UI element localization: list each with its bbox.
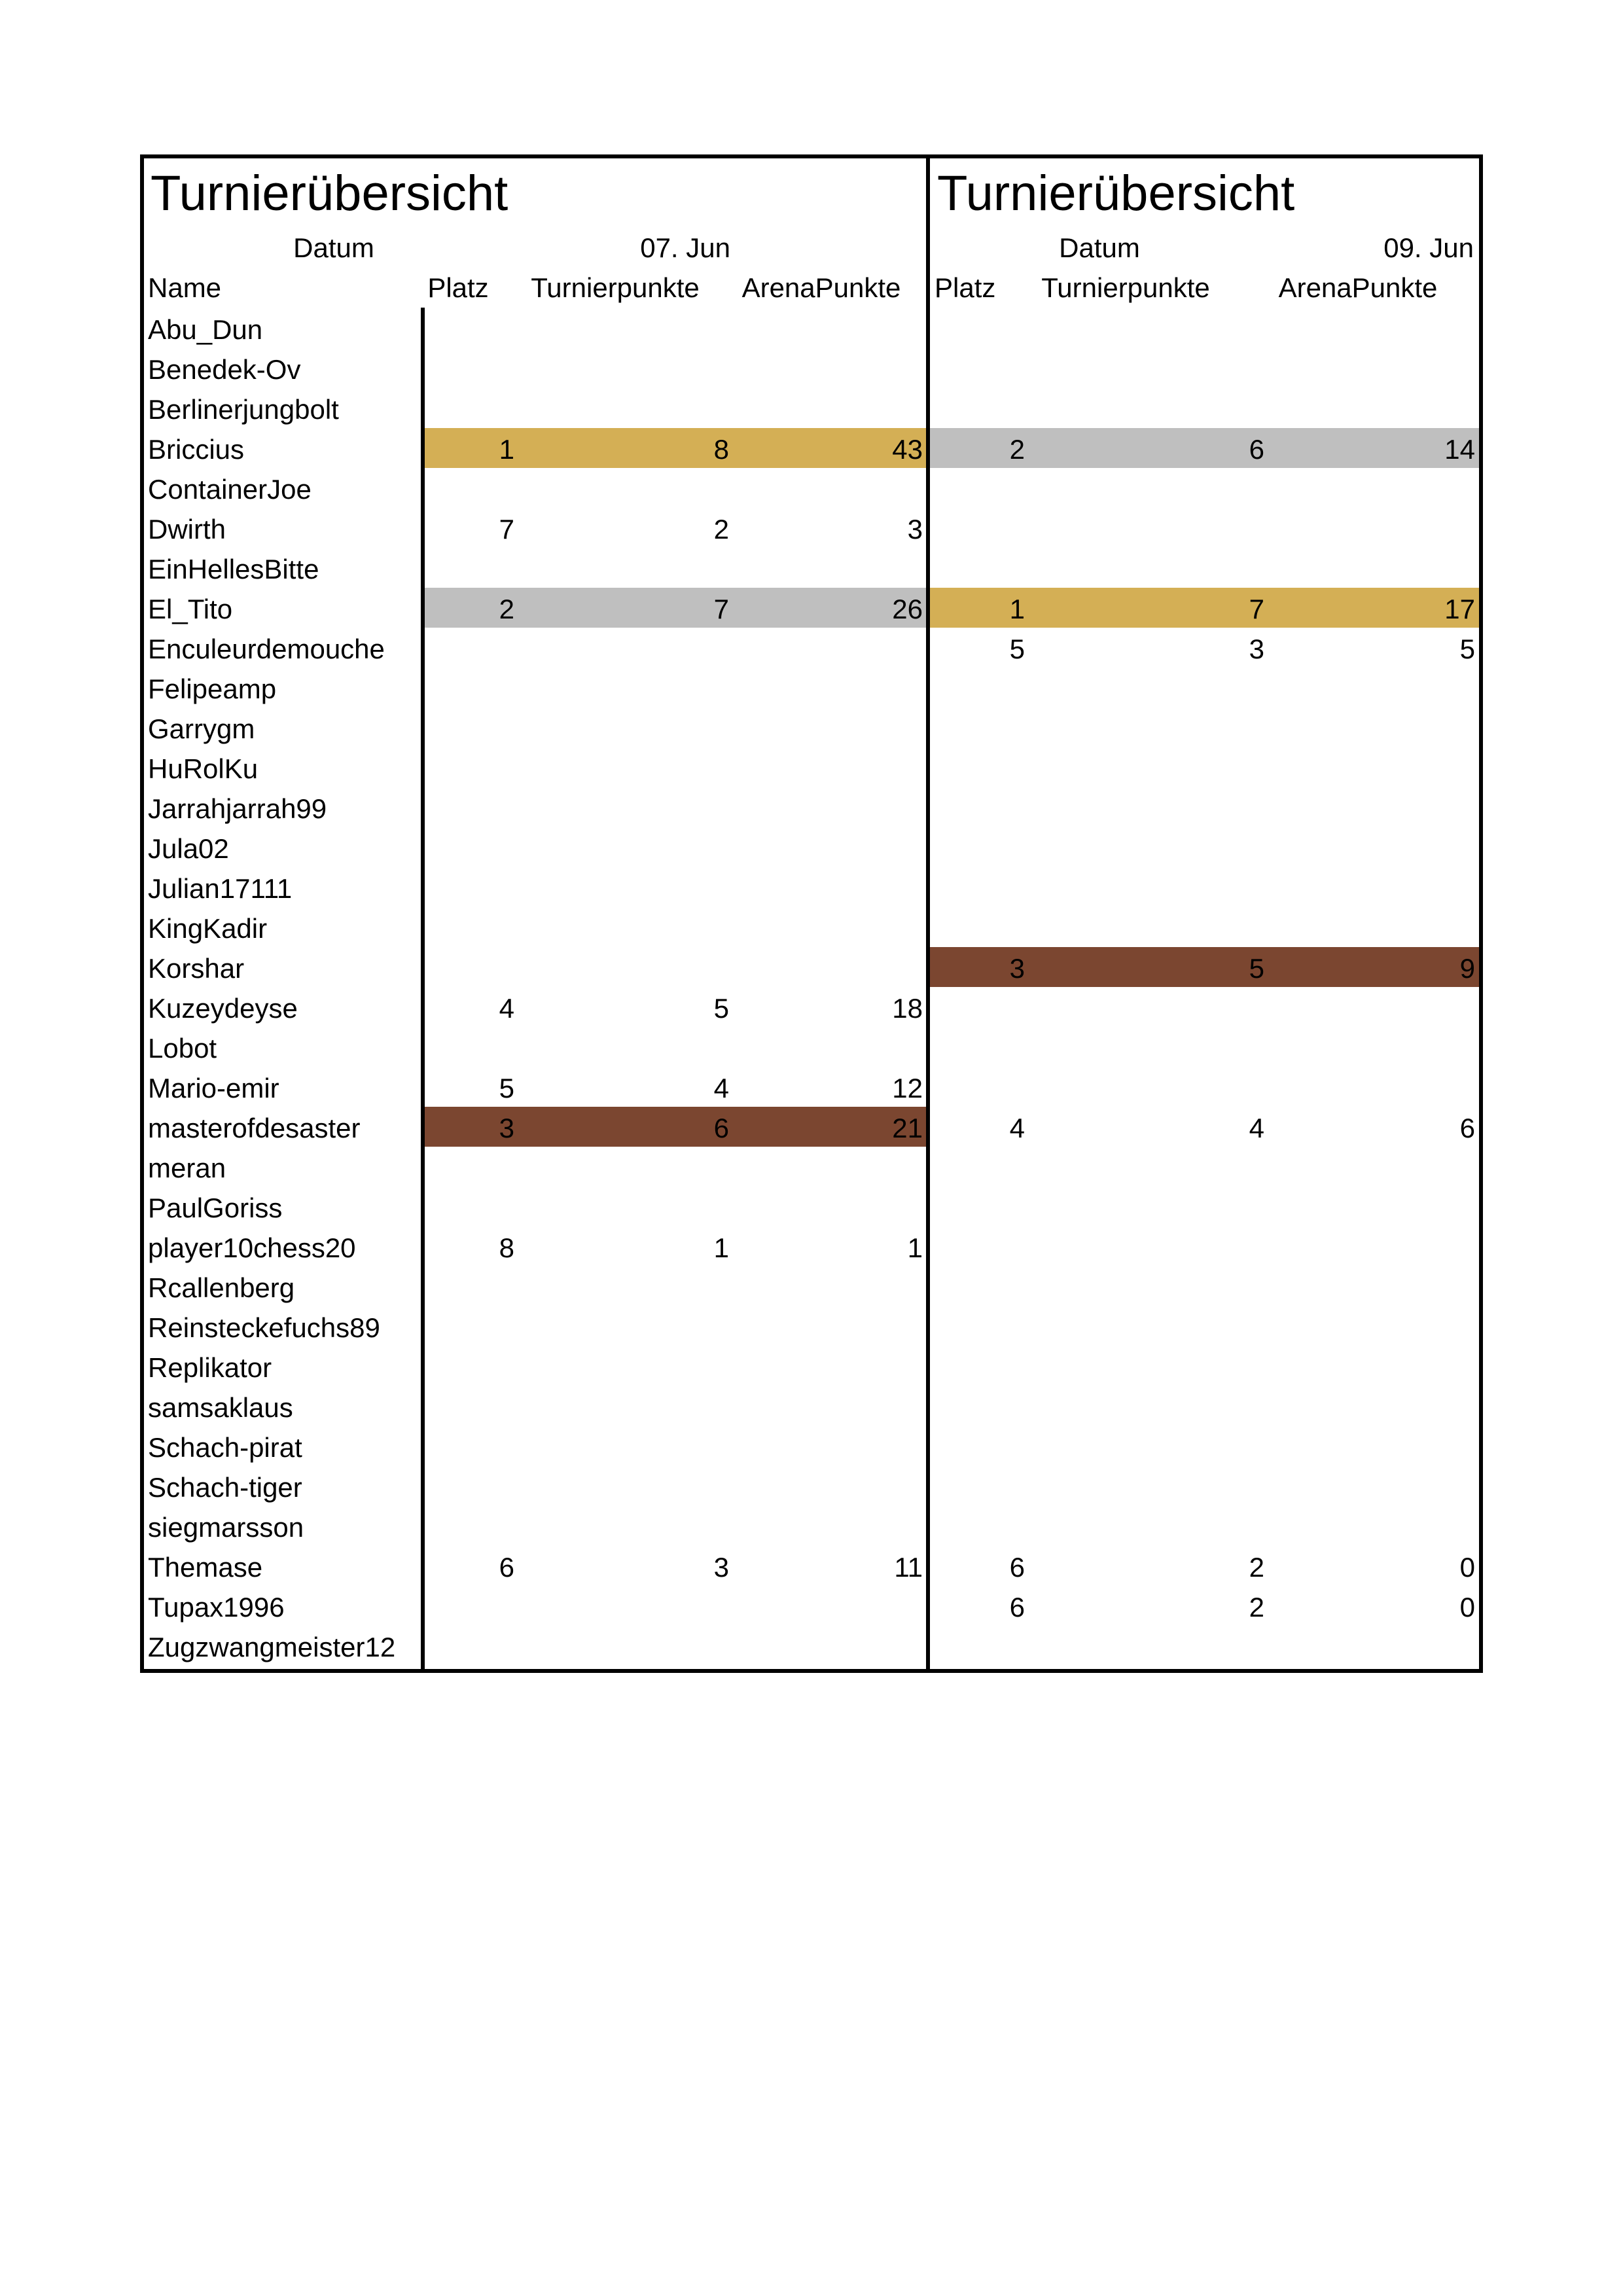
right-col-platz: Platz xyxy=(935,272,996,303)
table-row xyxy=(0,1227,1623,1266)
table-row xyxy=(0,1426,1623,1466)
left-date: 07. Jun xyxy=(640,232,730,263)
cell-l-ap: 26 xyxy=(892,594,923,624)
player-name: ContainerJoe xyxy=(148,474,312,505)
player-name: Kuzeydeyse xyxy=(148,993,298,1024)
cell-r-platz: 2 xyxy=(1009,434,1025,465)
player-name: samsaklaus xyxy=(148,1392,293,1423)
left-title: Turnierübersicht xyxy=(151,166,508,221)
table-row xyxy=(0,468,1623,508)
player-name: Julian17111 xyxy=(148,873,293,904)
cell-r-platz: 6 xyxy=(1009,1552,1025,1583)
player-name: Korshar xyxy=(148,953,245,984)
cell-l-ap: 3 xyxy=(907,514,923,545)
cell-r-tp: 2 xyxy=(1249,1592,1264,1623)
player-name: meran xyxy=(148,1153,226,1183)
table-row xyxy=(0,787,1623,827)
table-row xyxy=(0,588,1623,628)
table-row xyxy=(0,548,1623,588)
cell-l-tp: 8 xyxy=(713,434,729,465)
cell-l-tp: 2 xyxy=(713,514,729,545)
table-row xyxy=(0,628,1623,668)
player-name: Rcallenberg xyxy=(148,1272,295,1303)
cell-l-ap: 18 xyxy=(892,993,923,1024)
table-row xyxy=(0,1266,1623,1306)
cell-r-platz: 1 xyxy=(1009,594,1025,624)
player-name: player10chess20 xyxy=(148,1232,356,1263)
cell-r-ap: 6 xyxy=(1459,1113,1475,1143)
table-row xyxy=(0,867,1623,907)
player-name: masterofdesaster xyxy=(148,1113,361,1143)
player-name: Jarrahjarrah99 xyxy=(148,793,327,824)
cell-l-ap: 21 xyxy=(892,1113,923,1143)
cell-r-tp: 7 xyxy=(1249,594,1264,624)
left-date-label: Datum xyxy=(293,232,374,263)
player-name: KingKadir xyxy=(148,913,268,944)
cell-l-platz: 5 xyxy=(499,1073,514,1103)
table-row xyxy=(0,1067,1623,1107)
cell-r-platz: 6 xyxy=(1009,1592,1025,1623)
cell-r-tp: 3 xyxy=(1249,634,1264,664)
cell-l-ap: 1 xyxy=(907,1232,923,1263)
right-date-label: Datum xyxy=(1059,232,1140,263)
table-row xyxy=(0,1107,1623,1147)
table-row xyxy=(0,1466,1623,1506)
player-name: Lobot xyxy=(148,1033,217,1064)
table-row xyxy=(0,1147,1623,1187)
table-row xyxy=(0,1586,1623,1626)
left-col-arenapunkte: ArenaPunkte xyxy=(741,272,901,303)
table-row xyxy=(0,388,1623,428)
right-col-arenapunkte: ArenaPunkte xyxy=(1278,272,1438,303)
cell-l-ap: 11 xyxy=(894,1552,923,1583)
player-name: Themase xyxy=(148,1552,263,1583)
table-row xyxy=(0,1306,1623,1346)
table-row xyxy=(0,308,1623,348)
player-name: Replikator xyxy=(148,1352,272,1383)
table-row xyxy=(0,747,1623,787)
player-name: HuRolKu xyxy=(148,753,259,784)
cell-r-tp: 4 xyxy=(1249,1113,1264,1143)
player-name: Berlinerjungbolt xyxy=(148,394,339,425)
cell-l-ap: 43 xyxy=(892,434,923,465)
cell-l-ap: 12 xyxy=(892,1073,923,1103)
cell-r-platz: 4 xyxy=(1009,1113,1025,1143)
right-date: 09. Jun xyxy=(1383,232,1474,263)
cell-r-ap: 9 xyxy=(1459,953,1475,984)
cell-r-platz: 3 xyxy=(1009,953,1025,984)
player-name: Jula02 xyxy=(148,833,229,864)
table-row xyxy=(0,508,1623,548)
player-name: El_Tito xyxy=(148,594,233,624)
cell-r-tp: 6 xyxy=(1249,434,1264,465)
player-name: Felipeamp xyxy=(148,673,277,704)
cell-r-platz: 5 xyxy=(1009,634,1025,664)
cell-l-tp: 6 xyxy=(713,1113,729,1143)
player-name: Schach-tiger xyxy=(148,1472,302,1503)
player-name: Tupax1996 xyxy=(148,1592,285,1623)
cell-r-ap: 17 xyxy=(1444,594,1475,624)
cell-l-tp: 1 xyxy=(713,1232,729,1263)
cell-l-tp: 4 xyxy=(713,1073,729,1103)
cell-l-platz: 7 xyxy=(499,514,514,545)
player-name: Mario-emir xyxy=(148,1073,279,1103)
player-name: EinHellesBitte xyxy=(148,554,319,584)
cell-l-tp: 3 xyxy=(713,1552,729,1583)
table-row xyxy=(0,1346,1623,1386)
table-row xyxy=(0,1187,1623,1227)
cell-l-tp: 5 xyxy=(713,993,729,1024)
table-row xyxy=(0,907,1623,947)
table-row xyxy=(0,947,1623,987)
player-name: Benedek-Ov xyxy=(148,354,301,385)
cell-l-platz: 3 xyxy=(499,1113,514,1143)
player-name: Dwirth xyxy=(148,514,226,545)
cell-l-platz: 8 xyxy=(499,1232,514,1263)
left-col-turnierpunkte: Turnierpunkte xyxy=(531,272,700,303)
player-name: Reinsteckefuchs89 xyxy=(148,1312,380,1343)
table-row xyxy=(0,827,1623,867)
player-name: PaulGoriss xyxy=(148,1193,283,1223)
right-col-turnierpunkte: Turnierpunkte xyxy=(1041,272,1210,303)
player-name: Briccius xyxy=(148,434,245,465)
table-row xyxy=(0,1626,1623,1666)
cell-l-platz: 4 xyxy=(499,993,514,1024)
right-title: Turnierübersicht xyxy=(937,166,1295,221)
cell-r-ap: 5 xyxy=(1459,634,1475,664)
table-row xyxy=(0,348,1623,388)
player-name: Enculeurdemouche xyxy=(148,634,385,664)
cell-r-tp: 2 xyxy=(1249,1552,1264,1583)
name-header: Name xyxy=(148,272,222,303)
table-row xyxy=(0,987,1623,1027)
table-row xyxy=(0,1506,1623,1546)
left-col-platz: Platz xyxy=(427,272,489,303)
cell-l-tp: 7 xyxy=(713,594,729,624)
table-row xyxy=(0,1546,1623,1586)
cell-r-tp: 5 xyxy=(1249,953,1264,984)
cell-l-platz: 1 xyxy=(499,434,514,465)
player-name: siegmarsson xyxy=(148,1512,304,1543)
cell-r-ap: 0 xyxy=(1459,1592,1475,1623)
player-name: Abu_Dun xyxy=(148,314,263,345)
table-row xyxy=(0,708,1623,747)
cell-r-ap: 14 xyxy=(1444,434,1475,465)
cell-r-ap: 0 xyxy=(1459,1552,1475,1583)
table-row xyxy=(0,1027,1623,1067)
table-row xyxy=(0,428,1623,468)
player-name: Schach-pirat xyxy=(148,1432,302,1463)
player-name: Zugzwangmeister12 xyxy=(148,1632,396,1662)
cell-l-platz: 2 xyxy=(499,594,514,624)
table-row xyxy=(0,668,1623,708)
cell-l-platz: 6 xyxy=(499,1552,514,1583)
player-name: Garrygm xyxy=(148,713,255,744)
table-row xyxy=(0,1386,1623,1426)
